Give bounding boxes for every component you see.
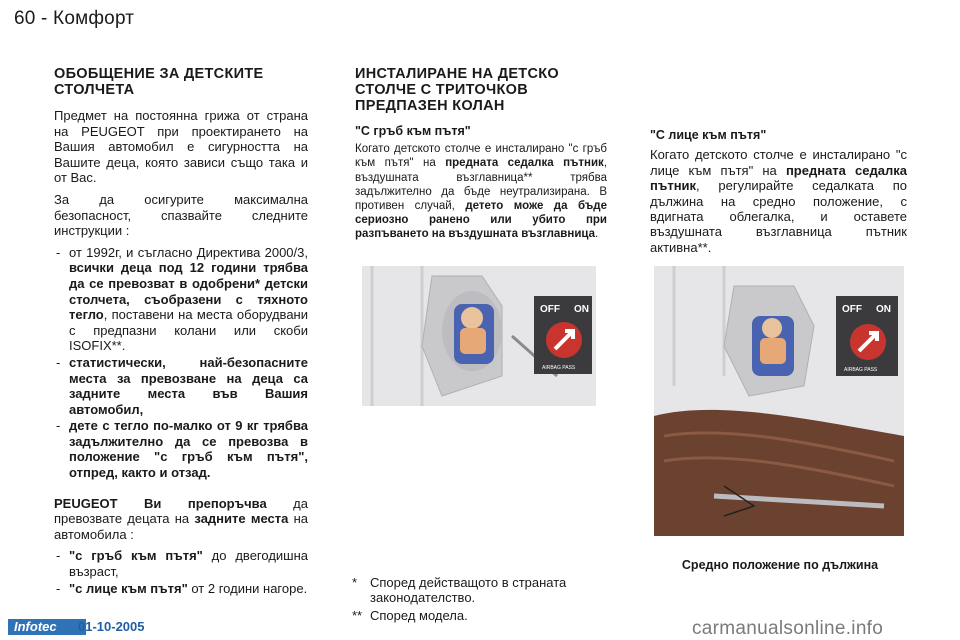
rear-facing-subtitle: "С гръб към пътя" [355, 124, 471, 138]
airbag-label: AIRBAG PASS [542, 365, 576, 371]
list-item: - статистически, най-безопасните места за превозване на деца са задните места във Вашия автомобил, [54, 355, 308, 417]
list-item: - "с гръб към пътя" до двегодишна възраст, [54, 548, 308, 579]
svg-text:ON: ON [876, 304, 891, 315]
forward-facing-illustration [654, 266, 904, 536]
off-label: OFF [540, 304, 560, 315]
list-item: - дете с тегло по-малко от 9 кг трябва задължително да се превозва в положение "с гръб към пътя", отпред, както и отзад. [54, 418, 308, 480]
rear-facing-text: Когато детското столче е инсталирано "с гръб към пътя" на предната седалка пътник, въздушната възглавница** трябва задължително да бъде неутрализирана. В противен случай, детето може да бъде сериозно ранено или убито при разпъването на въздушната възглавница. [355, 143, 608, 241]
list-item: - от 1992г, и съгласно Директива 2000/3, всички деца под 12 години трябва да се превозват в одобрени* детски столчета, съобразени с тяхното тегло, поставени на места оборудвани с предпазни колани или скоби ISOFIX**. [54, 245, 308, 354]
forward-facing-text: Когато детското столче е инсталирано "с лице към пътя" на предната седалка пътник, регулирайте седалката по дължина на средно положение, с вдигната облегалка, и оставете въздушната възглавница пътник активна**. [650, 147, 907, 255]
overview-intro: Предмет на постоянна грижа от страна на PEUGEOT при проектирането на Вашия автомобил е сигурността на Вашите деца, която зависи също така и от Вас. [54, 108, 308, 186]
rear-facing-illustration [362, 266, 596, 406]
recommendation-list [54, 548, 308, 596]
on-label: ON [574, 304, 589, 315]
section-title: Комфорт [53, 8, 135, 29]
svg-text:AIRBAG PASS: AIRBAG PASS [844, 367, 878, 373]
svg-text:OFF: OFF [842, 304, 862, 315]
rear-facing-column [355, 66, 607, 248]
footnote: * Според действащото в страната законодателство. [352, 575, 567, 605]
infotec-logo: Infotec [8, 619, 86, 635]
child-seats-overview-column [54, 66, 308, 597]
page-header [14, 8, 134, 30]
forward-facing-subtitle: "С лице към пътя" [650, 128, 767, 142]
footnotes [352, 575, 612, 626]
installation-title: ИНСТАЛИРАНЕ НА ДЕТСКО СТОЛЧЕ С ТРИТОЧКОВ ПРЕДПАЗЕН КОЛАН [355, 66, 559, 114]
watermark: carmanualsonline.info [692, 618, 884, 639]
list-item: - "с лице към пътя" от 2 години нагоре. [54, 581, 308, 597]
overview-instructions: За да осигурите максимална безопасност, спазвайте следните инструкции : [54, 191, 308, 239]
footnote: ** Според модела. [352, 608, 468, 623]
header-separator: - [41, 8, 48, 29]
forward-facing-column [650, 128, 907, 261]
figure-caption: Средно положение по дължина [681, 558, 879, 572]
recommendation: PEUGEOT Ви препоръчва да превозвате децата на задните места на автомобила : [54, 495, 308, 542]
overview-title: ОБОБЩЕНИЕ ЗА ДЕТСКИТЕ СТОЛЧЕТА [54, 66, 264, 98]
page-number: 60 [14, 8, 36, 29]
instructions-list [54, 245, 308, 481]
edition-date: 01-10-2005 [78, 619, 145, 634]
